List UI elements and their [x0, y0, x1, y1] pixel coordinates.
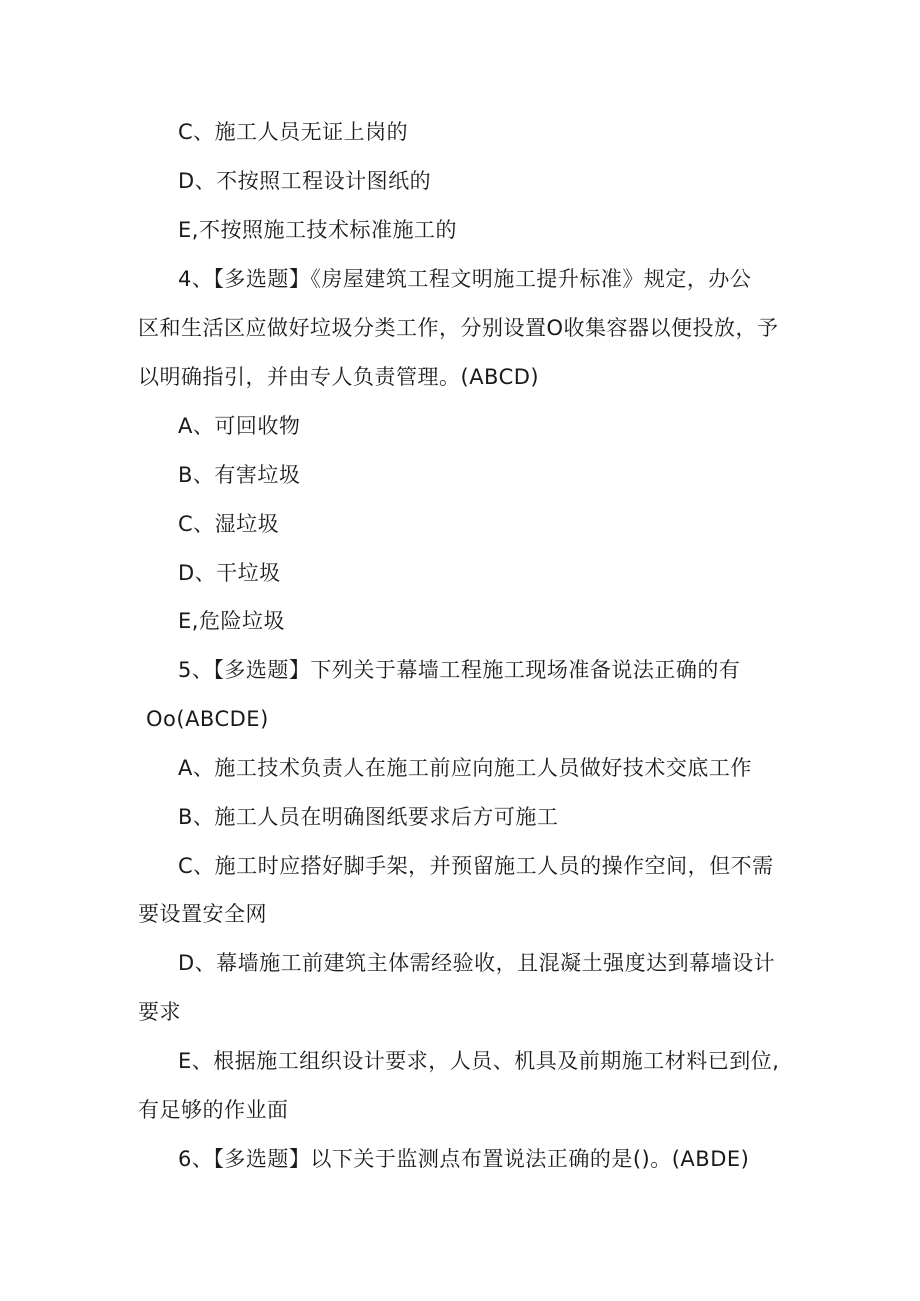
option-5c-line-2: 要设置安全网	[138, 902, 267, 926]
option-4b: B、有害垃圾	[178, 463, 301, 487]
option-4a: A、可回收物	[178, 414, 301, 438]
option-4d: D、干垃圾	[178, 561, 281, 585]
option-3d: D、不按照工程设计图纸的	[178, 169, 432, 193]
option-4c: C、湿垃圾	[178, 512, 280, 536]
option-5a: A、施工技术负责人在施工前应向施工人员做好技术交底工作	[178, 756, 752, 780]
question-4-line-1: 4、【多选题】《房屋建筑工程文明施工提升标准》规定，办公	[178, 267, 752, 291]
option-3c: C、施工人员无证上岗的	[178, 120, 409, 144]
question-6-line-1: 6、【多选题】以下关于监测点布置说法正确的是()。(ABDE)	[178, 1147, 750, 1171]
option-4e: E,危险垃圾	[178, 609, 285, 633]
option-5b: B、施工人员在明确图纸要求后方可施工	[178, 805, 559, 829]
option-5c-line-1: C、施工时应搭好脚手架，并预留施工人员的操作空间，但不需	[178, 854, 774, 878]
option-5d-line-2: 要求	[138, 1000, 181, 1024]
option-5e-line-1: E、根据施工组织设计要求，人员、机具及前期施工材料已到位,	[178, 1049, 780, 1073]
option-5e-line-2: 有足够的作业面	[138, 1098, 289, 1122]
question-5-line-1: 5、【多选题】下列关于幕墙工程施工现场准备说法正确的有	[178, 658, 741, 682]
question-4-line-2: 区和生活区应做好垃圾分类工作，分别设置O收集容器以便投放，予	[138, 316, 779, 340]
question-4-line-3: 以明确指引，并由专人负责管理。(ABCD)	[138, 365, 540, 389]
question-5-line-2: Oo(ABCDE)	[146, 707, 269, 731]
option-5d-line-1: D、幕墙施工前建筑主体需经验收，且混凝土强度达到幕墙设计	[178, 951, 776, 975]
option-3e: E,不按照施工技术标准施工的	[178, 218, 457, 242]
